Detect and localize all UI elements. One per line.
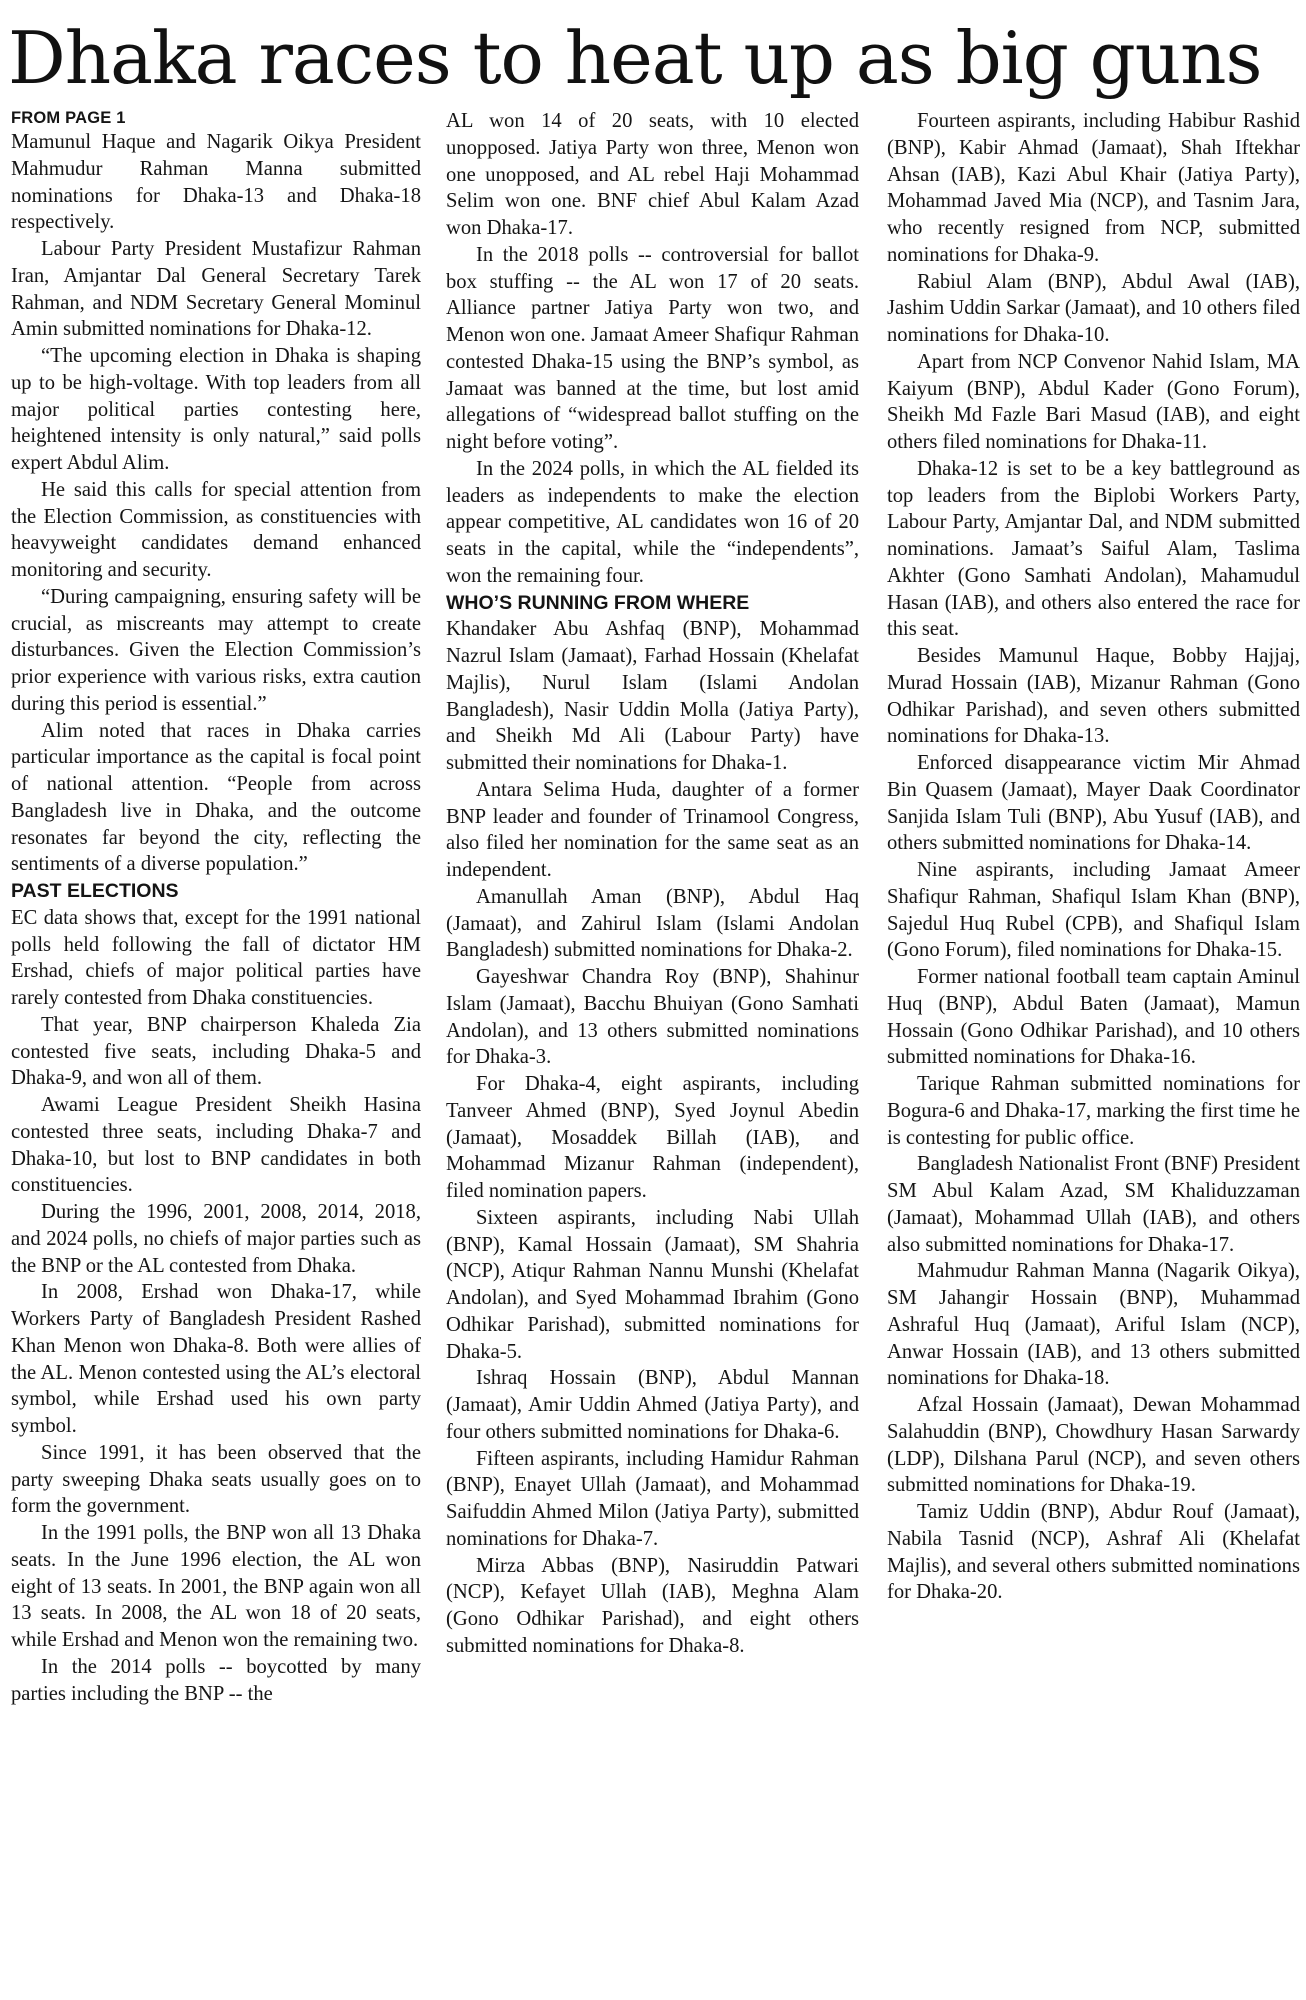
article-paragraph: In the 2024 polls, in which the AL fielded its leaders as independents to make the election appear competitive, AL candidates won 16 of 20 seats in the capital, while the “independents”, won the remaining four. [446,457,859,587]
article-paragraph: Mirza Abbas (BNP), Nasiruddin Patwari (NCP), Kefayet Ullah (IAB), Meghna Alam (Gono Odhikar Parishad), and eight others submitted nominations for Dhaka-8. [446,1554,859,1657]
section-subheading: PAST ELECTIONS [11,880,179,902]
article-paragraph: Khandaker Abu Ashfaq (BNP), Mohammad Nazrul Islam (Jamaat), Farhad Hossain (Khelafat Majlis), Nurul Islam (Islami Andolan Bangladesh), Nasir Uddin Molla (Jatiya Party), and Sheikh Md Ali (Labour Party) have submitted their nominations for Dhaka-1. [446,618,859,774]
article-paragraph: Sixteen aspirants, including Nabi Ullah (BNP), Kamal Hossain (Jamaat), SM Shahria (NCP), Atiqur Rahman Nannu Munshi (Khelafat Andolan), and Syed Mohammad Ibrahim (Gono Odhikar Parishad), submitted nominations for Dhaka-5. [446,1206,859,1363]
article-paragraph: Mamunul Haque and Nagarik Oikya President Mahmudur Rahman Manna submitted nominations for Dhaka-13 and Dhaka-18 respectively. [11,131,421,234]
article-paragraph: Antara Selima Huda, daughter of a former BNP leader and founder of Trinamool Congress, also filed her nomination for the same seat as an independent. [446,778,859,881]
article-paragraph: Ishraq Hossain (BNP), Abdul Mannan (Jamaat), Amir Uddin Ahmed (Jatiya Party), and four others submitted nominations for Dhaka-6. [446,1367,859,1443]
article-paragraph: For Dhaka-4, eight aspirants, including Tanveer Ahmed (BNP), Syed Joynul Abedin (Jamaat), Mosaddek Billah (IAB), and Mohammad Mizanur Rahman (independent), filed nomination papers. [446,1073,859,1202]
article-paragraph: Fourteen aspirants, including Habibur Rashid (BNP), Kabir Ahmad (Jamaat), Shah Iftekhar Ahsan (IAB), Kazi Abul Khair (Jatiya Party), Mohammad Javed Mia (NCP), and Tasnim Jara, who recently resigned from NCP, submitted nominations for Dhaka-9. [887,110,1300,266]
article-paragraph: “The upcoming election in Dhaka is shaping up to be high-voltage. With top leaders from all major political parties contesting here, heightened intensity is only natural,” said polls expert Abdul Alim. [11,345,421,474]
article-paragraph: In 2008, Ershad won Dhaka-17, while Workers Party of Bangladesh President Rashed Khan Menon won Dhaka-8. Both were allies of the AL. Menon contested using the AL’s electoral symbol, while Ershad used his own party symbol. [11,1281,421,1437]
from-page-kicker: FROM PAGE 1 [11,109,126,127]
article-paragraph: Dhaka-12 is set to be a key battleground as top leaders from the Biplobi Workers Party, Labour Party, Amjantar Dal, and NDM submitted nominations. Jamaat’s Saiful Alam, Taslima Akhter (Gono Samhati Andolan), Mahamudul Hasan (IAB), and others also entered the race for this seat. [887,457,1300,641]
article-paragraph: “During campaigning, ensuring safety will be crucial, as miscreants may attempt to create disturbances. Given the Election Commission’s prior experience with various risks, extra caution during this period is essential.” [11,585,421,715]
article-paragraph: Gayeshwar Chandra Roy (BNP), Shahinur Islam (Jamaat), Bacchu Bhuiyan (Gono Samhati Andolan), and 13 others submitted nominations for Dhaka-3. [446,966,859,1069]
article-paragraph: In the 2014 polls -- boycotted by many parties including the BNP -- the [11,1655,421,1705]
article-paragraph: Besides Mamunul Haque, Bobby Hajjaj, Murad Hossain (IAB), Mizanur Rahman (Gono Odhikar Parishad), and seven others submitted nominations for Dhaka-13. [887,645,1300,748]
article-paragraph: During the 1996, 2001, 2008, 2014, 2018, and 2024 polls, no chiefs of major parties such as the BNP or the AL contested from Dhaka. [11,1201,421,1277]
article-column-2 [446,108,859,1996]
article-paragraph: Fifteen aspirants, including Hamidur Rahman (BNP), Enayet Ullah (Jamaat), and Mohammad Saifuddin Ahmed Milon (Jatiya Party), submitted nominations for Dhaka-7. [446,1447,859,1550]
headline: Dhaka races to heat up as big guns [8,16,1262,100]
article-paragraph: Alim noted that races in Dhaka carries particular importance as the capital is focal point of national attention. “People from across Bangladesh live in Dhaka, and the outcome resonates far beyond the city, reflecting the sentiments of a diverse population.” [11,719,421,876]
article-paragraph: Apart from NCP Convenor Nahid Islam, MA Kaiyum (BNP), Abdul Kader (Gono Forum), Sheikh Md Fazle Bari Masud (IAB), and eight others filed nominations for Dhaka-11. [887,350,1300,453]
article-paragraph: Bangladesh Nationalist Front (BNF) President SM Abul Kalam Azad, SM Khaliduzzaman (Jamaat), Mohammad Ullah (IAB), and others also submitted nominations for Dhaka-17. [887,1153,1300,1256]
article-column-3 [887,108,1300,1996]
article-paragraph: Mahmudur Rahman Manna (Nagarik Oikya), SM Jahangir Hossain (BNP), Muhammad Ashraful Huq (Jamaat), Ariful Islam (NCP), Anwar Hossain (IAB), and 13 others submitted nominations for Dhaka-18. [887,1260,1300,1390]
section-subheading: WHO’S RUNNING FROM WHERE [446,591,750,614]
article-paragraph: Awami League President Sheikh Hasina contested three seats, including Dhaka-7 and Dhaka-10, but lost to BNP candidates in both constituencies. [11,1094,421,1197]
article-paragraph: Nine aspirants, including Jamaat Ameer Shafiqur Rahman, Shafiqul Islam Khan (BNP), Sajedul Huq Rubel (CPB), and Shafiqul Islam (Gono Forum), filed nominations for Dhaka-15. [887,859,1300,962]
article-paragraph: AL won 14 of 20 seats, with 10 elected unopposed. Jatiya Party won three, Menon won one unopposed, and AL rebel Haji Mohammad Selim won one. BNF chief Abul Kalam Azad won Dhaka-17. [446,110,859,239]
article-paragraph: In the 1991 polls, the BNP won all 13 Dhaka seats. In the June 1996 election, the AL won eight of 13 seats. In 2001, the BNP again won all 13 seats. In 2008, the AL won 18 of 20 seats, while Ershad and Menon won the remaining two. [11,1522,421,1651]
article-paragraph: In the 2018 polls -- controversial for ballot box stuffing -- the AL won 17 of 20 seats. Alliance partner Jatiya Party won two, and Menon won one. Jamaat Ameer Shafiqur Rahman contested Dhaka-15 using the BNP’s symbol, as Jamaat was banned at the time, but lost amid allegations of “widespread ballot stuffing on the night before voting”. [446,243,859,453]
article-paragraph: Tamiz Uddin (BNP), Abdur Rouf (Jamaat), Nabila Tasnid (NCP), Ashraf Ali (Khelafat Majlis), and several others submitted nominations for Dhaka-20. [887,1501,1300,1604]
article-paragraph: Labour Party President Mustafizur Rahman Iran, Amjantar Dal General Secretary Tarek Rahman, and NDM Secretary General Mominul Amin submitted nominations for Dhaka-12. [11,238,421,341]
article-paragraph: Enforced disappearance victim Mir Ahmad Bin Quasem (Jamaat), Mayer Daak Coordinator Sanjida Islam Tuli (BNP), Abu Yusuf (IAB), and others submitted nominations for Dhaka-14. [887,752,1300,855]
article-paragraph: Since 1991, it has been observed that the party sweeping Dhaka seats usually goes on to form the government. [11,1441,421,1518]
article-paragraph: Rabiul Alam (BNP), Abdul Awal (IAB), Jashim Uddin Sarkar (Jamaat), and 10 others filed nominations for Dhaka-10. [887,270,1300,346]
article-paragraph: Afzal Hossain (Jamaat), Dewan Mohammad Salahuddin (BNP), Chowdhury Hasan Sarwardy (LDP), Dilshana Parul (NCP), and seven others submitted nominations for Dhaka-19. [887,1394,1300,1497]
article-column-1 [11,108,421,1996]
article-paragraph: He said this calls for special attention from the Election Commission, as constituencies with heavyweight candidates demand enhanced monitoring and security. [11,478,421,581]
article-paragraph: Former national football team captain Aminul Huq (BNP), Abdul Baten (Jamaat), Mamun Hossain (Gono Odhikar Parishad), and 10 others submitted nominations for Dhaka-16. [887,966,1300,1069]
article-paragraph: That year, BNP chairperson Khaleda Zia contested five seats, including Dhaka-5 and Dhaka-9, and won all of them. [11,1013,421,1090]
article-paragraph: Amanullah Aman (BNP), Abdul Haq (Jamaat), and Zahirul Islam (Islami Andolan Bangladesh) submitted nominations for Dhaka-2. [446,885,859,962]
article-paragraph: EC data shows that, except for the 1991 national polls held following the fall of dictator HM Ershad, chiefs of major political parties have rarely contested from Dhaka constituencies. [11,906,421,1009]
article-paragraph: Tarique Rahman submitted nominations for Bogura-6 and Dhaka-17, marking the first time he is contesting for public office. [887,1073,1300,1149]
